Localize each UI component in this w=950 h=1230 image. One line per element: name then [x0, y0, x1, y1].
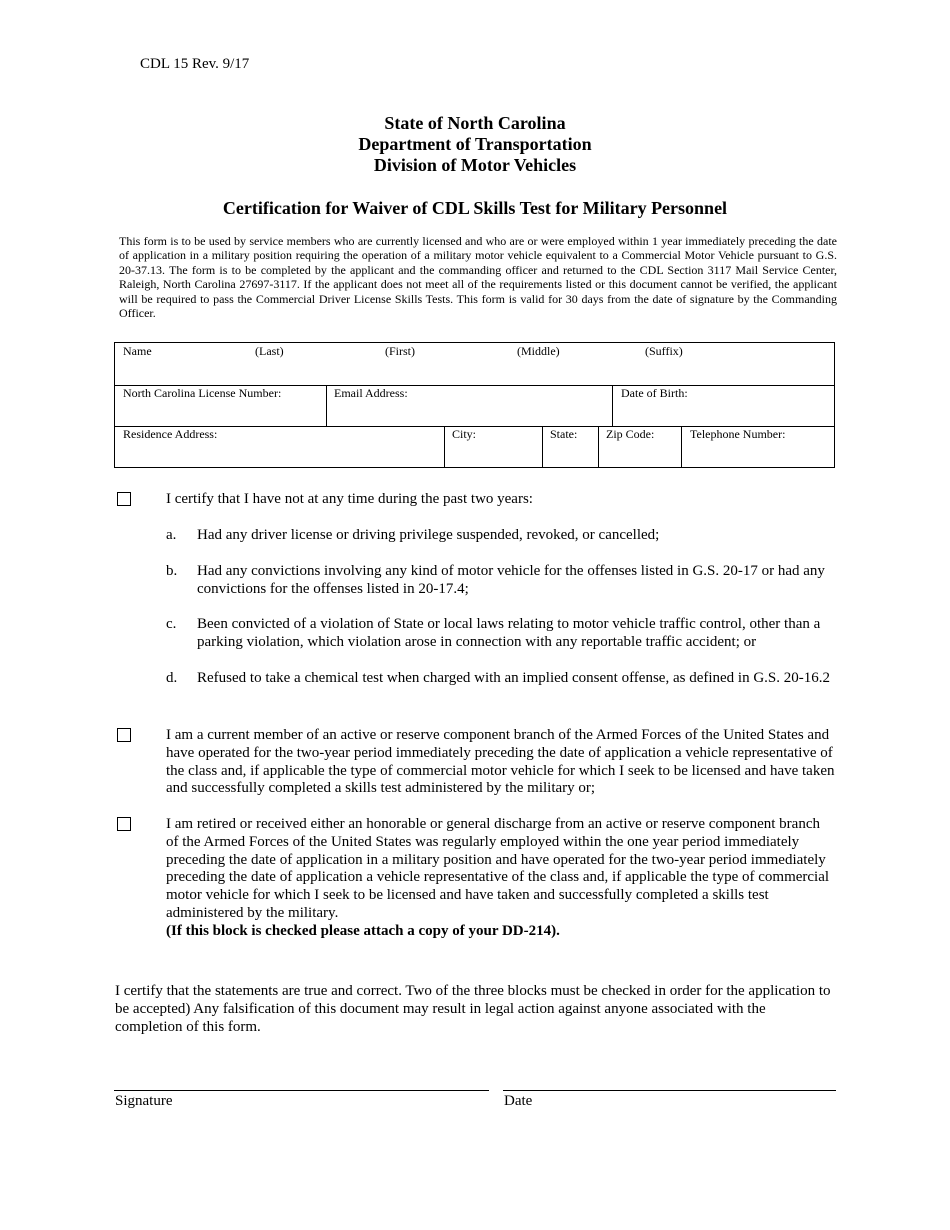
item-c-text: Been convicted of a violation of State or local laws relating to motor vehicle traffic control, other than a parking violation, which violation arose in connection with any reportable traffic accident; or [197, 616, 821, 650]
item-b-letter: b. [166, 563, 178, 579]
certification-statement: I certify that the statements are true and correct. Two of the three blocks must be checked in order for the application to be accepted) Any falsification of this document may result in legal action against anyone associated with the completion of this form. [115, 983, 831, 1035]
cert-3-text: I am retired or received either an honorable or general discharge from an active or reserve component branch of the Armed Forces of the United States was regularly employed within the one year period immediately preceding the date of application in a military position and have operated for the two-year period immediately preceding the date of application a vehicle representative of the class and, if applicable the type of commercial motor vehicle for which I seek to be licensed and have taken and successfully completed a skills test administered by the military. [166, 816, 830, 921]
suffix-label: (Suffix) [645, 344, 683, 358]
first-name-label: (First) [385, 344, 415, 358]
license-number-label: North Carolina License Number: [123, 386, 282, 400]
phone-label: Telephone Number: [690, 427, 786, 441]
dob-label: Date of Birth: [621, 386, 688, 400]
cert-1-checkbox[interactable] [117, 492, 131, 506]
item-c-letter: c. [166, 616, 177, 632]
address-label: Residence Address: [123, 427, 218, 441]
form-id: CDL 15 Rev. 9/17 [140, 56, 250, 72]
email-label: Email Address: [334, 386, 408, 400]
header-department: Department of Transportation [358, 134, 592, 154]
item-d-text: Refused to take a chemical test when charged with an implied consent offense, as defined in G.S. 20-16.2 [197, 670, 831, 686]
date-label: Date [504, 1093, 533, 1109]
item-a-letter: a. [166, 527, 177, 543]
zip-label: Zip Code: [606, 427, 655, 441]
form-title: Certification for Waiver of CDL Skills Test for Military Personnel [222, 198, 728, 218]
intro-paragraph: This form is to be used by service members who are currently licensed and who are or were employed within 1 year immediately preceding the date of application in a military position requiring the operation of a military motor vehicle equivalent to a Commercial Motor Vehicle pursuant to G.S. 20-37.13. The form is to be completed by the applicant and the commanding officer and returned to the CDL Section 3117 Mail Service Center, Raleigh, North Carolina 27697-3117. If the applicant does not meet all of the requirements listed or this document cannot be verified, the applicant will be required to pass the Commercial Driver License Skills Tests. This form is valid for 30 days from the date of signature by the Commanding Officer. [119, 234, 837, 321]
cert-1-text: I certify that I have not at any time during the past two years: [166, 491, 533, 507]
last-name-label: (Last) [255, 344, 284, 358]
item-b-text: Had any convictions involving any kind of motor vehicle for the offenses listed in G.S. 20-17 or had any convictions for the offenses listed in 20-17.4; [197, 563, 825, 597]
city-label: City: [452, 427, 477, 441]
cert-2-checkbox[interactable] [117, 728, 131, 742]
date-line[interactable] [503, 1090, 836, 1091]
item-d-letter: d. [166, 670, 178, 686]
signature-label: Signature [115, 1093, 173, 1109]
item-a-text: Had any driver license or driving privilege suspended, revoked, or cancelled; [197, 527, 660, 543]
state-label: State: [550, 427, 578, 441]
applicant-info-grid [114, 342, 835, 468]
name-label: Name [123, 344, 152, 358]
cert-2-text: I am a current member of an active or reserve component branch of the Armed Forces of the United States and have operated for the two-year period immediately preceding the date of application a vehicle representative of the class and, if applicable the type of commercial motor vehicle for which I seek to be licensed and have taken and successfully completed a skills test administered by the military or; [166, 727, 835, 797]
cert-3-note: (If this block is checked please attach a copy of your DD-214). [166, 923, 560, 939]
middle-name-label: (Middle) [517, 344, 560, 358]
header-state: State of North Carolina [384, 113, 566, 133]
signature-line[interactable] [114, 1090, 489, 1091]
cert-3-checkbox[interactable] [117, 817, 131, 831]
header-division: Division of Motor Vehicles [373, 155, 577, 175]
